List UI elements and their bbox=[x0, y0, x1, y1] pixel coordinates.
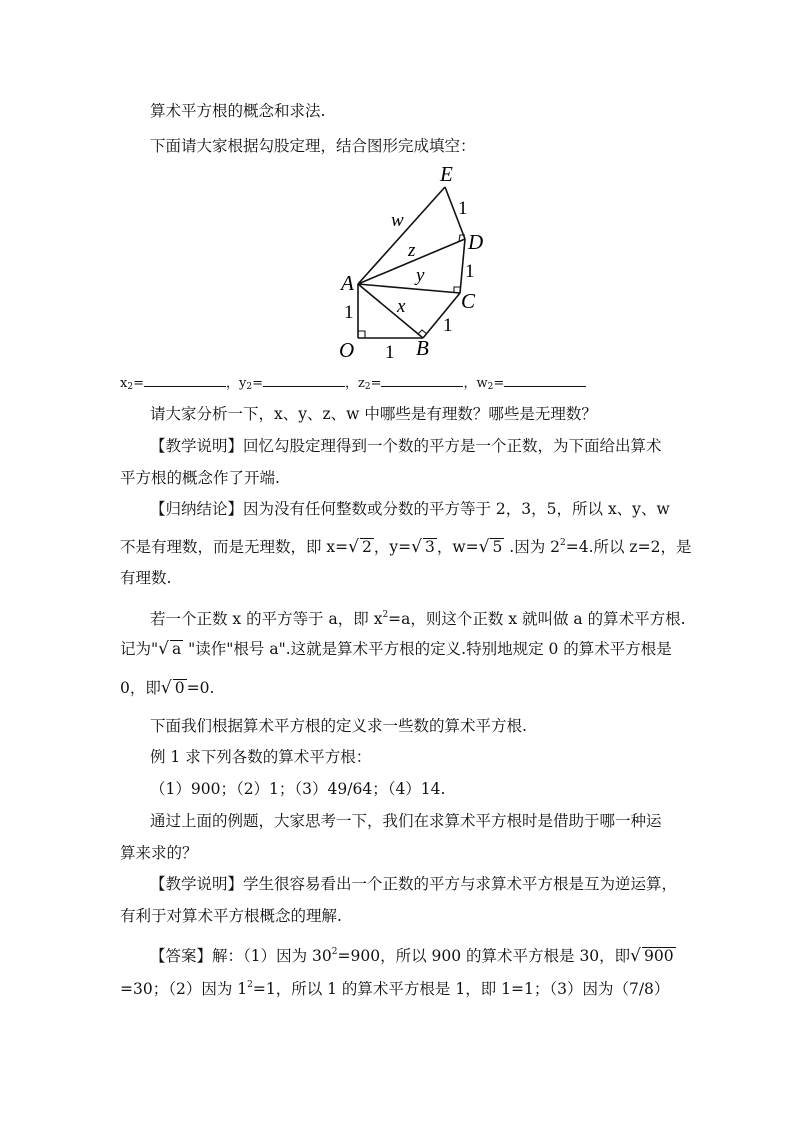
answer-blank-x2[interactable] bbox=[144, 372, 226, 387]
definition: 若一个正数 x 的平方等于 a，即 $x^2=a$，则这个正数 x 就叫做 a 的算术平方根. bbox=[150, 610, 686, 628]
text-line: 算来求的？ bbox=[120, 844, 198, 862]
text-line: 记为"√ a "读作"根号 a".这就是算术平方根的定义.特别地规定 0 的算术平方根是 bbox=[120, 639, 672, 659]
label-B: B bbox=[416, 336, 429, 360]
text-line: 下面我们根据算术平方根的定义求一些数的算术平方根. bbox=[150, 717, 527, 735]
example-heading: 例 1 求下列各数的算术平方根： bbox=[150, 748, 372, 766]
label-E: E bbox=[440, 162, 453, 186]
right-angle-mark-O bbox=[358, 331, 365, 338]
label-w: w bbox=[391, 210, 404, 231]
text-line: 0，即√ 0 =0. bbox=[120, 678, 215, 698]
pythagorean-spiral-figure bbox=[330, 160, 500, 365]
text-line: 有利于对算术平方根概念的理解. bbox=[120, 907, 342, 925]
label-D: D bbox=[468, 230, 484, 254]
answer-blank-z2[interactable] bbox=[381, 372, 463, 387]
text-line: 请大家分析一下，x、y、z、w 中哪些是有理数？哪些是无理数？ bbox=[150, 405, 597, 423]
answer-blank-w2[interactable] bbox=[504, 372, 586, 387]
text-line: 平方根的概念作了开端. bbox=[120, 469, 280, 487]
label-one-ED: 1 bbox=[458, 198, 468, 219]
label-C: C bbox=[461, 289, 476, 313]
example-items: （1）900；（2）1；（3）49/64；（4）14. bbox=[150, 780, 446, 798]
right-angle-mark-B bbox=[418, 330, 427, 334]
conclusion: 【归纳结论】因为没有任何整数或分数的平方等于 2，3，5，所以 x、y、w bbox=[150, 500, 670, 518]
text-line: 算术平方根的概念和求法. bbox=[150, 102, 326, 120]
label-x: x bbox=[397, 296, 406, 317]
text-line: 通过上面的例题，大家思考一下，我们在求算术平方根时是借助于哪一种运 bbox=[150, 812, 662, 830]
segment-CB bbox=[423, 293, 460, 338]
segment-AB bbox=[358, 284, 423, 338]
teaching-note: 【教学说明】学生很容易看出一个正数的平方与求算术平方根是互为逆运算， bbox=[150, 875, 678, 893]
segment-AC bbox=[358, 284, 460, 293]
answer: 【答案】解：（1）因为 $30^2=900$，所以 900 的算术平方根是 30，即√ 900 bbox=[150, 946, 674, 966]
fill-in-blanks-line: $x_2=$ ，$y_2=$ ，$z_2=$ ，$w_2=$ bbox=[120, 372, 680, 398]
text-line: 下面请大家根据勾股定理，结合图形完成填空： bbox=[150, 137, 476, 155]
label-z: z bbox=[408, 240, 416, 261]
right-angle-mark-C bbox=[454, 287, 460, 292]
label-one-CB: 1 bbox=[443, 315, 453, 336]
text-line: 有理数. bbox=[120, 569, 172, 587]
teaching-note: 【教学说明】回忆勾股定理得到一个数的平方是一个正数，为下面给出算术 bbox=[150, 437, 662, 455]
label-y: y bbox=[416, 265, 425, 286]
label-one-AO: 1 bbox=[344, 302, 354, 323]
text-line: =30；（2）因为 $1^2=1$，所以 1 的算术平方根是 1，即 1=1；（3）因为（7/8） bbox=[120, 980, 670, 998]
label-A: A bbox=[341, 271, 354, 295]
text-line: 不是有理数，而是无理数，即 x=√ 2 ，y=√ 3 ，w=√ 5 .因为 $2^2=4$.所以 z=2，是 bbox=[120, 537, 692, 557]
label-O: O bbox=[339, 338, 355, 362]
label-one-DC: 1 bbox=[465, 261, 475, 282]
segment-AE bbox=[358, 187, 445, 284]
answer-blank-y2[interactable] bbox=[263, 372, 345, 387]
label-one-OB: 1 bbox=[385, 342, 395, 363]
